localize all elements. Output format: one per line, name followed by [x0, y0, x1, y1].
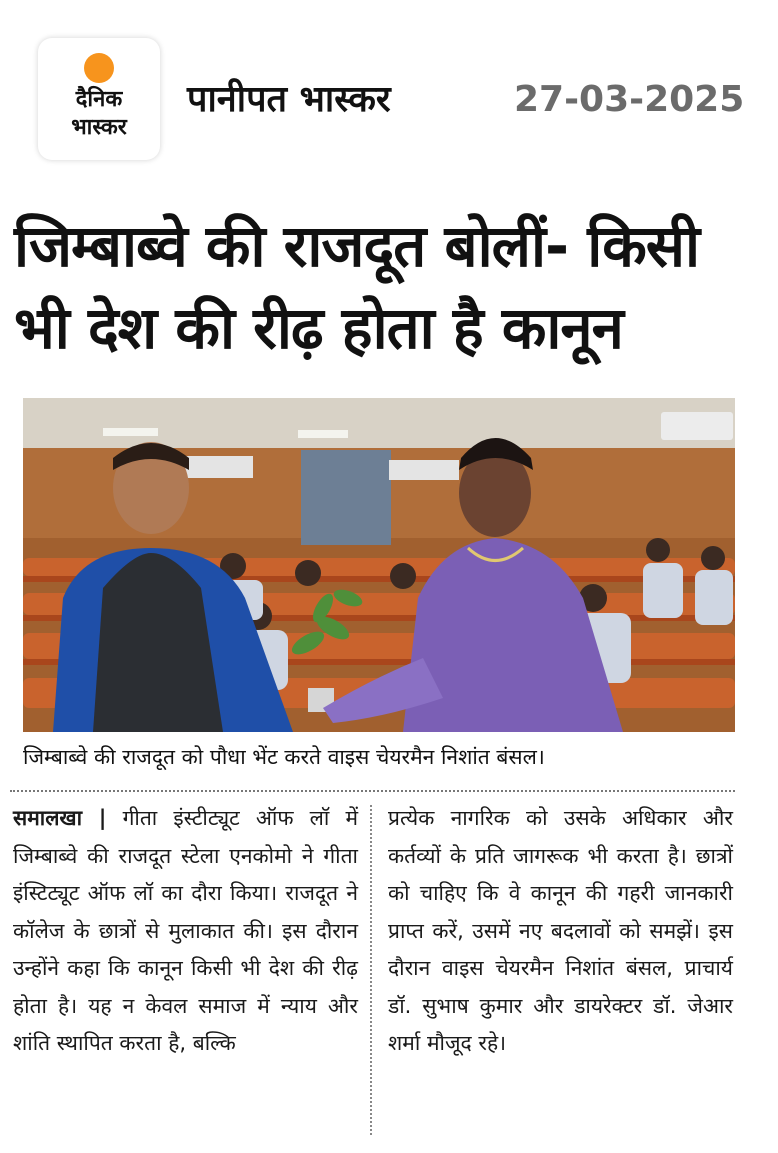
article-column-1: [13, 800, 358, 1063]
column-2-text: प्रत्येक नागरिक को उसके अधिकार और कर्तव्यों के प्रति जागरूक भी करता है। छात्रों को चाहिए कि वे कानून की गहरी जानकारी प्राप्त करें, उसमें नए बदलावों को समझें। इस दौरान वाइस चेयरमैन निशांत बंसल, प्राचार्य डॉ. सुभाष कुमार और डायरेक्टर डॉ. जेआर शर्मा मौजूद रहे।: [388, 806, 733, 1055]
edition-date: 27-03-2025: [514, 79, 745, 120]
logo-text-line2: भास्कर: [71, 115, 127, 140]
column-1-text: गीता इंस्टीट्यूट ऑफ लॉ में जिम्बाब्वे की राजदूत स्टेला एनकोमो ने गीता इंस्टिट्यूट ऑफ लॉ का दौरा किया। राजदूत ने कॉलेज के छात्रों से मुलाकात की। इस दौरान उन्होंने कहा कि कानून किसी भी देश की रीढ़ होता है। यह न केवल समाज में न्याय और शांति स्थापित करता है, बल्कि: [13, 806, 359, 1055]
column-divider: [370, 805, 372, 1135]
dainik-bhaskar-logo[interactable]: [38, 38, 160, 160]
logo-text-line1: दैनिक: [75, 87, 123, 112]
photo-caption: जिम्बाब्वे की राजदूत को पौधा भेंट करते वाइस चेयरमैन निशांत बंसल।: [23, 745, 545, 769]
divider: [10, 790, 735, 792]
sun-icon: [84, 53, 114, 83]
headline-line1: जिम्बाब्वे की राजदूत बोलीं- किसी: [14, 212, 700, 280]
edition-title: पानीपत भास्कर: [187, 79, 391, 120]
article-photo: [23, 398, 735, 732]
photo-illustration: [23, 398, 735, 732]
headline-line2: भी देश की रीढ़ होता है कानून: [14, 294, 623, 362]
masthead: [0, 0, 778, 165]
dateline: समालखा |: [13, 806, 107, 830]
article-column-2: [388, 800, 733, 1063]
article-headline: [14, 205, 774, 369]
